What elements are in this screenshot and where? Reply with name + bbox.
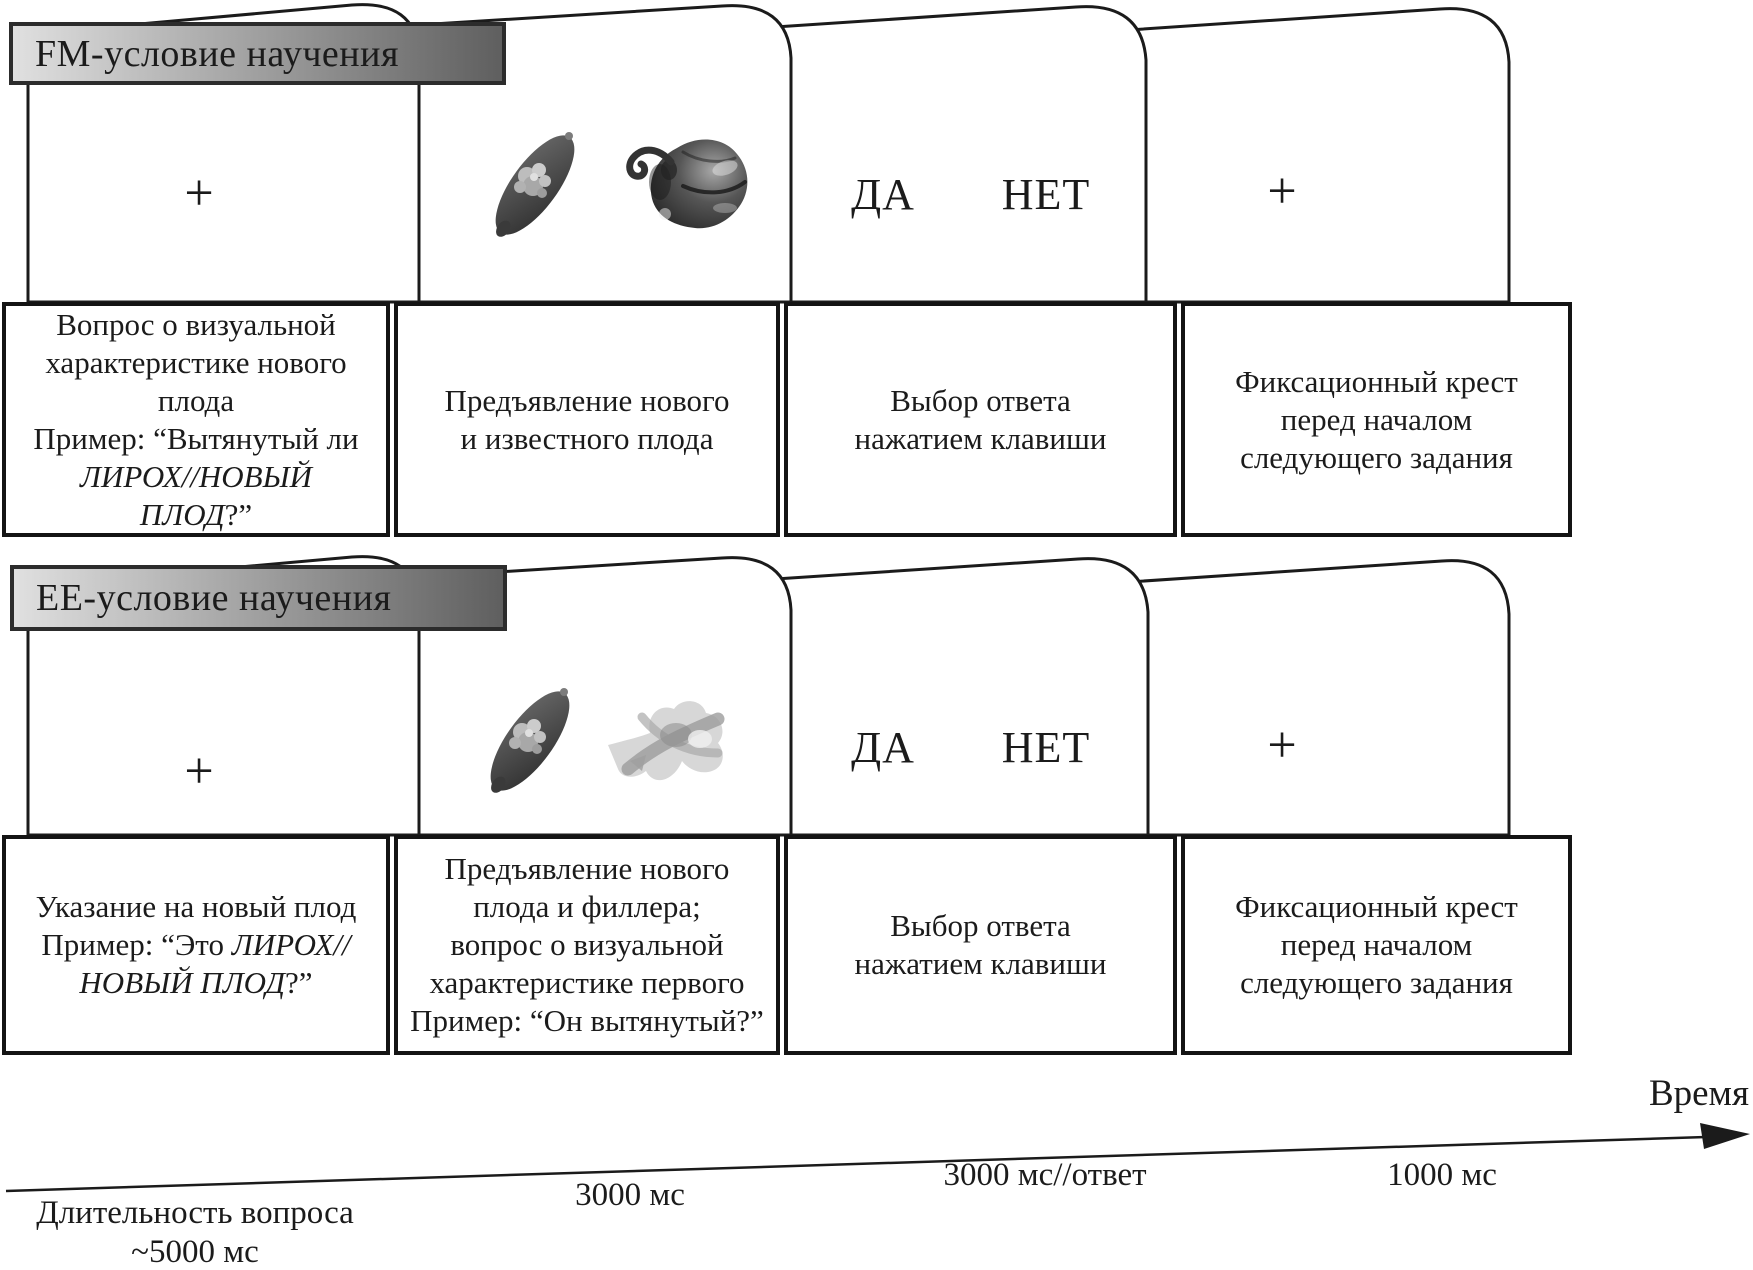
fm-description-question: Вопрос о визуальной характеристике нового плода Пример: “Вытянутый ли ЛИРОХ//НОВЫЙ ПЛОД?” — [2, 302, 390, 537]
fm-condition-label — [9, 22, 506, 85]
duration-answer-label: 3000 мс//ответ — [943, 1157, 1147, 1193]
ee-fixation-cross-1: + — [184, 742, 214, 800]
fm-description-answer: Выбор ответа нажатием клавиши — [784, 302, 1177, 537]
known-fruit-pepper-image — [613, 126, 755, 240]
duration-fixation-label: 1000 мс — [1387, 1157, 1497, 1193]
ee-yes-label: ДА — [851, 722, 915, 772]
duration-question-label: Длительность вопроса ~5000 мс — [36, 1195, 354, 1270]
time-axis-label: Время — [1648, 1073, 1749, 1114]
ee-description-fixation: Фиксационный крест перед началом следующего задания — [1181, 835, 1572, 1055]
fm-condition-label-text: FM-условие научения — [35, 32, 399, 75]
ee-no-label: НЕТ — [1001, 722, 1091, 772]
ee-description-instruction: Указание на новый плод Пример: “Это ЛИРОХ// НОВЫЙ ПЛОД?” — [2, 835, 390, 1055]
fm-fixation-cross-2: + — [1267, 162, 1297, 220]
novel-fruit-image — [482, 676, 578, 806]
filler-shape-image — [602, 695, 732, 797]
fm-no-label: НЕТ — [1001, 169, 1091, 219]
ee-fixation-cross-2: + — [1267, 716, 1297, 774]
fm-yes-label: ДА — [851, 169, 915, 219]
time-axis-arrowhead — [1700, 1123, 1750, 1149]
ee-condition-label-text: ЕЕ-условие научения — [36, 577, 392, 619]
fm-fixation-cross-1: + — [184, 164, 214, 222]
fm-description-fixation: Фиксационный крест перед началом следующего задания — [1181, 302, 1572, 537]
ee-description-answer: Выбор ответа нажатием клавиши — [784, 835, 1177, 1055]
ee-description-presentation: Предъявление нового плода и филлера; вопрос о визуальной характеристике первого Пример: “Он вытянутый?” — [394, 835, 780, 1055]
ee-condition-label — [10, 565, 507, 631]
fm-description-presentation: Предъявление нового и известного плода — [394, 302, 780, 537]
duration-stimuli-label: 3000 мс — [575, 1177, 685, 1213]
novel-fruit-image — [487, 120, 583, 250]
